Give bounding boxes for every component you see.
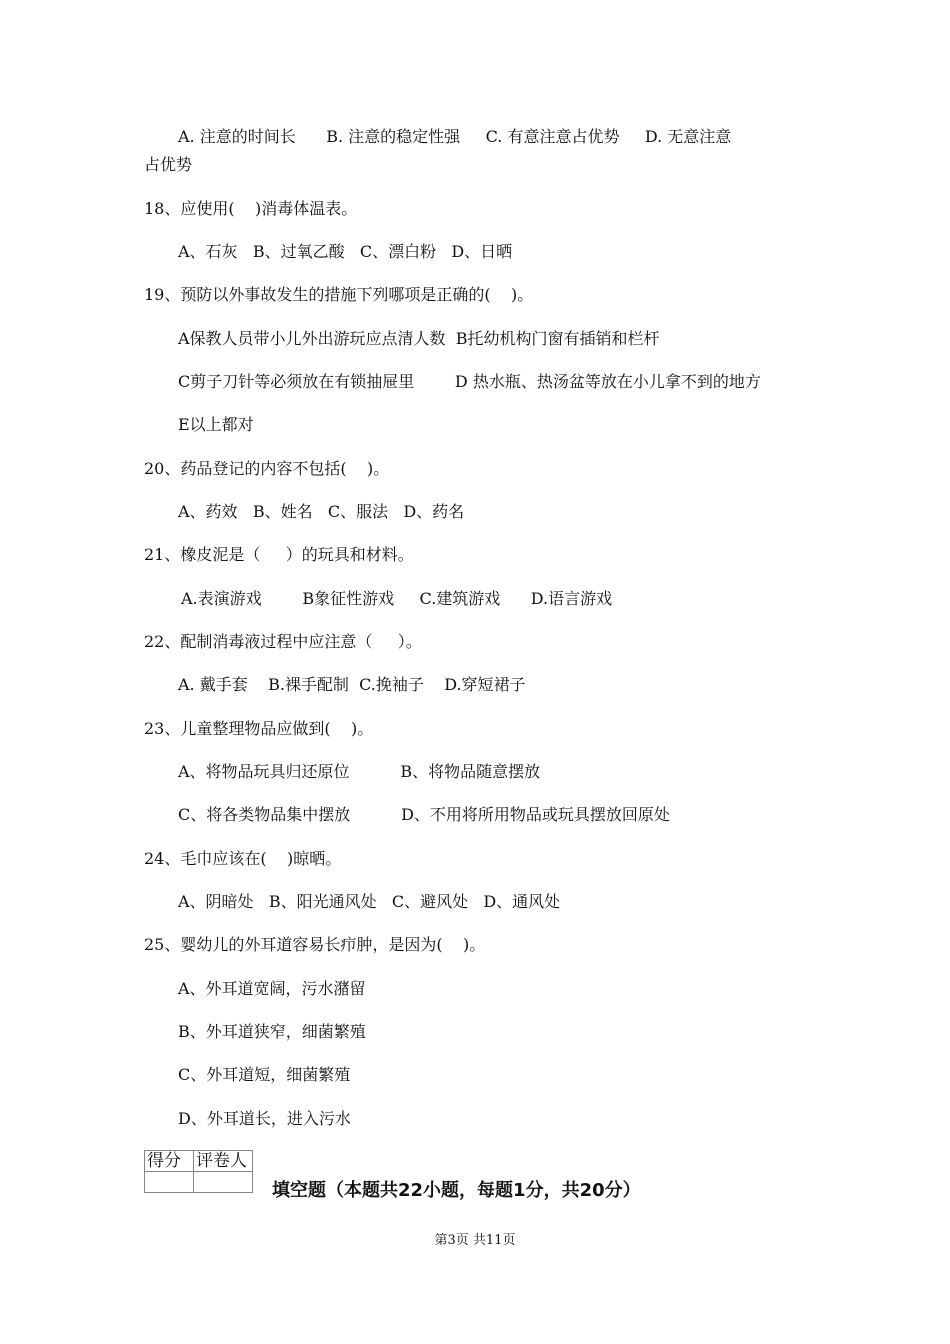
q20-options: A、药效 B、姓名 C、服法 D、药名 bbox=[178, 502, 465, 521]
q22-question: 22、配制消毒液过程中应注意（ ）。 bbox=[144, 632, 422, 651]
section-title: 填空题（本题共22小题，每题1分，共20分） bbox=[272, 1180, 641, 1201]
q19-question: 19、预防以外事故发生的措施下列哪项是正确的( )。 bbox=[144, 285, 534, 304]
score-cell bbox=[145, 1172, 194, 1193]
q24-question: 24、毛巾应该在( )晾晒。 bbox=[144, 849, 342, 868]
q23-question: 23、儿童整理物品应做到( )。 bbox=[144, 719, 374, 738]
q22-options: A. 戴手套 B.裸手配制 C.挽袖子 D.穿短裙子 bbox=[178, 675, 526, 694]
q19-options-ab: A保教人员带小儿外出游玩应点清人数 B托幼机构门窗有插销和栏杆 bbox=[178, 329, 660, 348]
grader-cell bbox=[194, 1172, 253, 1193]
q18-question: 18、应使用( )消毒体温表。 bbox=[144, 199, 358, 218]
q19-option-e: E以上都对 bbox=[178, 415, 254, 434]
score-header: 得分 bbox=[145, 1151, 194, 1172]
grader-header: 评卷人 bbox=[194, 1151, 253, 1172]
q19-options-cd: C剪子刀针等必须放在有锁抽屉里 D 热水瓶、热汤盆等放在小儿拿不到的地方 bbox=[178, 372, 761, 391]
q25-question: 25、婴幼儿的外耳道容易长疖肿，是因为( )。 bbox=[144, 935, 486, 954]
q17-options-wrap: 占优势 bbox=[144, 155, 193, 174]
q17-options-line: A. 注意的时间长 B. 注意的稳定性强 C. 有意注意占优势 D. 无意注意 bbox=[178, 127, 732, 146]
q21-question: 21、橡皮泥是（ ）的玩具和材料。 bbox=[144, 545, 414, 564]
q25-option-d: D、外耳道长，进入污水 bbox=[178, 1109, 351, 1128]
q23-options-cd: C、将各类物品集中摆放 D、不用将所用物品或玩具摆放回原处 bbox=[178, 805, 670, 824]
q21-options: A.表演游戏 B象征性游戏 C.建筑游戏 D.语言游戏 bbox=[181, 589, 613, 608]
q23-options-ab: A、将物品玩具归还原位 B、将物品随意摆放 bbox=[178, 762, 541, 781]
q20-question: 20、药品登记的内容不包括( )。 bbox=[144, 459, 390, 478]
page-footer: 第3页 共11页 bbox=[434, 1233, 516, 1248]
q25-option-c: C、外耳道短，细菌繁殖 bbox=[178, 1065, 351, 1084]
q18-options: A、石灰 B、过氧乙酸 C、漂白粉 D、日晒 bbox=[178, 242, 513, 261]
score-table bbox=[144, 1150, 253, 1193]
q25-option-b: B、外耳道狭窄，细菌繁殖 bbox=[178, 1022, 366, 1041]
q25-option-a: A、外耳道宽阔，污水潴留 bbox=[178, 979, 366, 998]
q24-options: A、阴暗处 B、阳光通风处 C、避风处 D、通风处 bbox=[178, 892, 561, 911]
